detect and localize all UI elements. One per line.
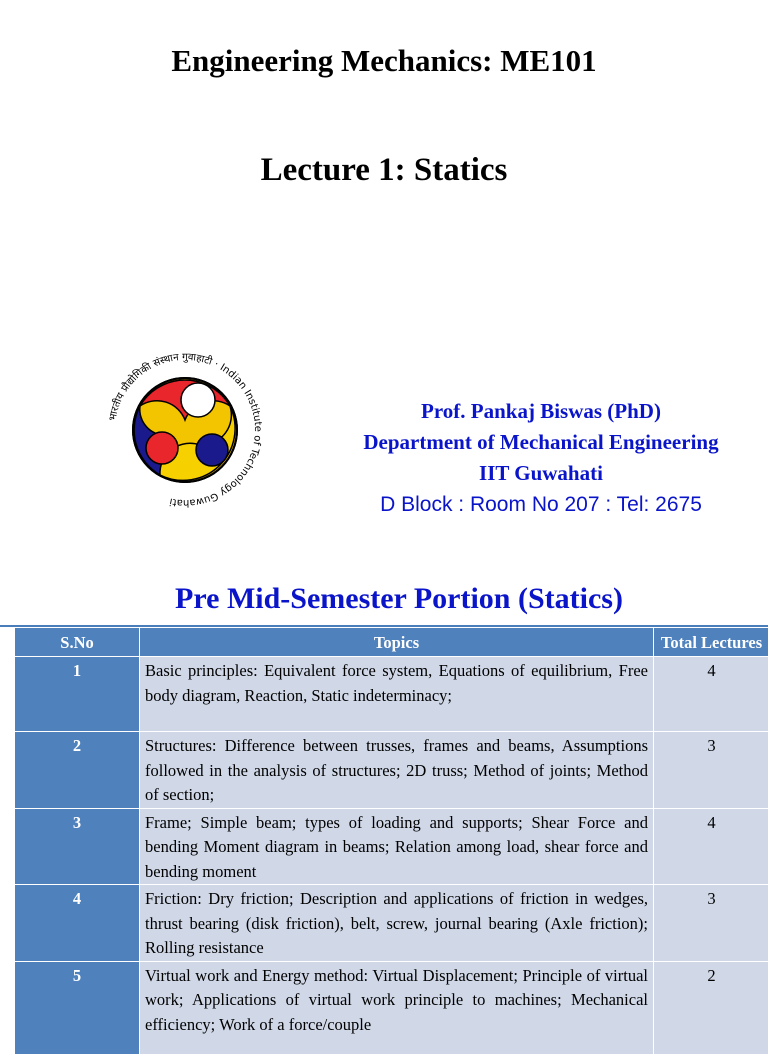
table-row — [15, 885, 768, 962]
header-lectures: Total Lectures — [654, 628, 768, 657]
row-lectures: 3 — [654, 732, 768, 809]
office-contact: D Block : Room No 207 : Tel: 2675 — [318, 489, 764, 521]
row-sno: 3 — [15, 808, 140, 885]
row-topic: Basic principles: Equivalent force system, Equations of equilibrium, Free body diagram, Reaction, Static indeterminacy; — [140, 657, 654, 732]
row-lectures: 2 — [654, 961, 768, 1054]
department: Department of Mechanical Engineering — [318, 427, 764, 458]
row-sno: 2 — [15, 732, 140, 809]
iit-guwahati-logo — [100, 350, 270, 510]
instructor-info — [318, 396, 764, 521]
logo-lettering: भारतीय प्रौद्योगिकी संस्थान गुवाहाटी · Indian Institute of Technology Guwahati — [108, 352, 264, 508]
table-row — [15, 808, 768, 885]
row-sno: 4 — [15, 885, 140, 962]
header-sno: S.No — [15, 628, 140, 657]
syllabus-table — [14, 627, 768, 1055]
row-topic: Frame; Simple beam; types of loading and supports; Shear Force and bending Moment diagram in beams; Relation among load, shear force and bending moment — [140, 808, 654, 885]
table-header-row — [15, 628, 768, 657]
table-row — [15, 961, 768, 1054]
row-lectures: 3 — [654, 885, 768, 962]
institute: IIT Guwahati — [318, 458, 764, 489]
row-sno: 5 — [15, 961, 140, 1054]
section-title: Pre Mid-Semester Portion (Statics) — [0, 582, 768, 616]
header-topics: Topics — [140, 628, 654, 657]
table-row — [15, 732, 768, 809]
table-row — [15, 657, 768, 732]
course-title: Engineering Mechanics: ME101 — [0, 43, 768, 79]
row-topic: Friction: Dry friction; Description and applications of friction in wedges, thrust bearing (disk friction), belt, screw, journal bearing (Axle friction); Rolling resistance — [140, 885, 654, 962]
row-sno: 1 — [15, 657, 140, 732]
instructor-name: Prof. Pankaj Biswas (PhD) — [318, 396, 764, 427]
row-lectures: 4 — [654, 808, 768, 885]
lecture-title: Lecture 1: Statics — [0, 152, 768, 189]
row-topic: Structures: Difference between trusses, frames and beams, Assumptions followed in the analysis of structures; 2D truss; Method of joints; Method of section; — [140, 732, 654, 809]
row-topic: Virtual work and Energy method: Virtual Displacement; Principle of virtual work; Applications of virtual work principle to machines; Mechanical efficiency; Work of a force/couple — [140, 961, 654, 1054]
row-lectures: 4 — [654, 657, 768, 732]
